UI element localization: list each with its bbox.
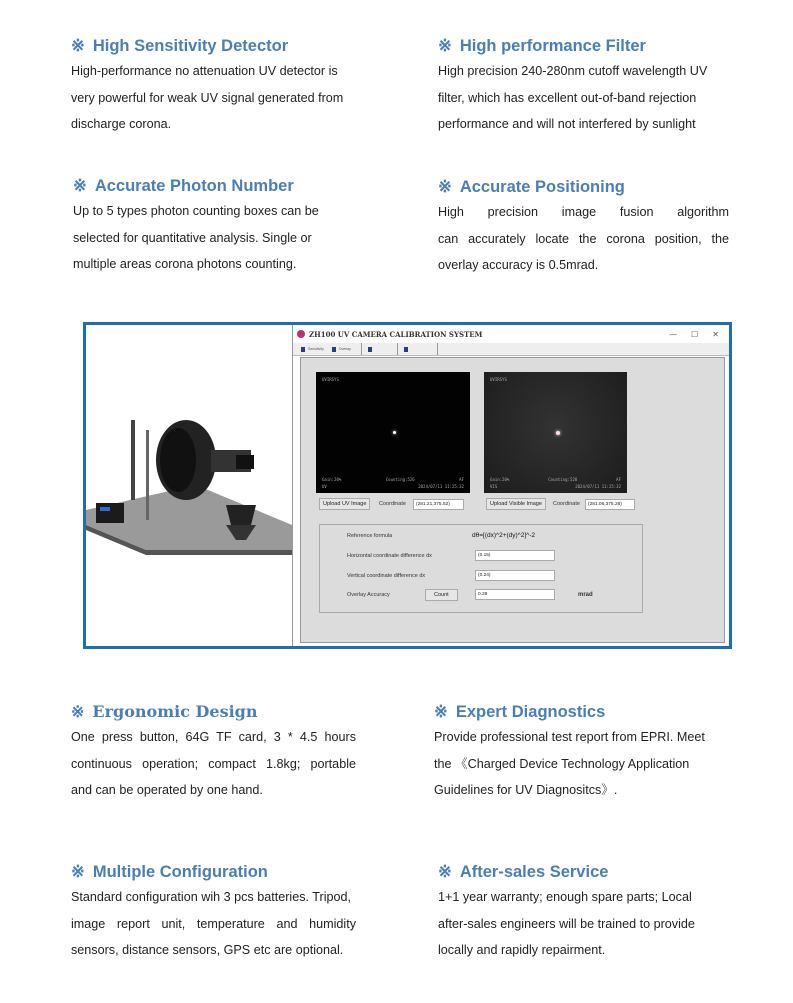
visible-corona-point (556, 431, 560, 435)
section-text: High-performance no attenuation UV detector is (71, 64, 338, 78)
section-title: After-sales Service (459, 863, 609, 881)
overlay-panel (300, 357, 725, 643)
section-high-performance-filter (438, 34, 738, 138)
section-text: continuous operation; compact 1.8kg; portable (71, 756, 356, 771)
upload-visible-image-button[interactable]: Upload Visible Image (486, 498, 546, 510)
section-title: Accurate Positioning (459, 178, 625, 196)
section-text: discharge corona. (71, 117, 172, 131)
uv-coordinate-field[interactable]: (281.21,375.52) (413, 499, 464, 510)
tab-overlay[interactable]: Overlay (332, 343, 362, 355)
section-title: High Sensitivity Detector (92, 37, 289, 55)
reference-mark-icon: ※ (438, 37, 452, 55)
dx-field[interactable]: (0.15) (475, 550, 555, 561)
visible-image-view: UVIRSYS Gain:20% Counting:520 AF VIS 2024/07/11 11:25:32 (484, 372, 627, 493)
section-text: locally and rapidly repairment. (438, 943, 606, 957)
overlay-accuracy-field[interactable]: 0.28 (475, 589, 555, 600)
coordinate-label: Coordinate (553, 501, 580, 507)
section-accurate-photon-number (73, 174, 373, 278)
section-text: Up to 5 types photon counting boxes can be (73, 204, 319, 218)
calibration-system-figure (83, 322, 732, 649)
bookmark-icon (368, 347, 372, 352)
coordinate-label: Coordinate (379, 501, 406, 507)
reference-mark-icon: ※ (438, 178, 452, 196)
section-title: High performance Filter (459, 37, 646, 55)
tab-sensitivity[interactable]: Sensitivity (301, 343, 326, 355)
section-expert-diagnostics (434, 700, 734, 804)
section-title: Ergonomic Design (92, 702, 258, 721)
section-text: High precision image fusion algorithm (438, 205, 729, 219)
section-text: can accurately locate the corona position, the (438, 231, 729, 246)
section-title: Expert Diagnostics (455, 703, 606, 721)
section-text: after-sales engineers will be trained to provide (438, 916, 695, 931)
calibration-app-window (292, 325, 729, 646)
section-text: Provide professional test report from EPRI. Meet (434, 730, 705, 744)
count-button[interactable]: Count (425, 589, 458, 601)
section-high-sensitivity-detector (71, 34, 371, 138)
uv-image-view: UVIRSYS Gain:20% Counting:526 AF UV 2024/07/11 11:25:32 (316, 372, 470, 493)
reference-mark-icon: ※ (438, 863, 452, 881)
tab-4[interactable] (404, 343, 438, 355)
reference-formula: dθ=[(dx)^2+(dy)^2]^-2 (472, 532, 535, 539)
section-text: High precision 240-280nm cutoff wavelength UV (438, 64, 708, 78)
section-text: filter, which has excellent out-of-band rejection (438, 90, 697, 105)
section-title: Multiple Configuration (92, 863, 268, 881)
uv-corona-point (393, 431, 396, 434)
uv-camera-calibration-apparatus-photo (86, 325, 292, 646)
reference-mark-icon: ※ (434, 703, 448, 721)
section-text: selected for quantitative analysis. Single or (73, 230, 312, 245)
reference-mark-icon: ※ (71, 863, 85, 881)
dy-field[interactable]: (0.24) (475, 570, 555, 581)
section-multiple-configuration (71, 860, 356, 964)
app-logo-icon (297, 330, 305, 338)
bookmark-icon (404, 347, 408, 352)
tab-bar (293, 343, 729, 356)
section-title: Accurate Photon Number (94, 177, 294, 195)
section-text: Guidelines for UV Diagnositcs》. (434, 783, 618, 797)
section-after-sales-service (438, 860, 738, 964)
section-text: very powerful for weak UV signal generated from (71, 90, 344, 105)
minimize-button[interactable]: — (669, 329, 678, 339)
section-text: overlay accuracy is 0.5mrad. (438, 258, 599, 272)
section-text: image report unit, temperature and humidity (71, 916, 356, 931)
reference-mark-icon: ※ (71, 702, 85, 721)
window-title: ZH100 UV CAMERA CALIBRATION SYSTEM (309, 329, 483, 339)
section-accurate-positioning (438, 175, 729, 279)
section-text: the 《Charged Device Technology Application (434, 756, 690, 771)
section-text: 1+1 year warranty; enough spare parts; Local (438, 890, 692, 904)
maximize-button[interactable]: ☐ (691, 329, 699, 339)
bookmark-icon (301, 347, 305, 352)
reference-mark-icon: ※ (73, 177, 87, 195)
visible-coordinate-field[interactable]: (281.06,375.28) (585, 499, 635, 510)
bookmark-icon (332, 347, 336, 352)
section-text: and can be operated by one hand. (71, 783, 263, 797)
section-text: sensors, distance sensors, GPS etc are optional. (71, 943, 344, 957)
section-text: multiple areas corona photons counting. (73, 257, 297, 271)
section-text: performance and will not interfered by sunlight (438, 117, 696, 131)
upload-uv-image-button[interactable]: Upload UV Image (319, 498, 370, 510)
accuracy-calculation-group: Reference formula dθ=[(dx)^2+(dy)^2]^-2 Horizontal coordinate difference dx (0.15) Vertical coordinate difference dx (0.24) Overlay Accuracy Count 0.28 mrad (319, 524, 643, 613)
close-button[interactable]: ✕ (712, 329, 719, 339)
section-text: Standard configuration wih 3 pcs batteries. Tripod, (71, 890, 352, 904)
reference-mark-icon: ※ (71, 37, 85, 55)
tab-3[interactable] (368, 343, 398, 355)
section-text: One press button, 64G TF card, 3 * 4.5 hours (71, 730, 356, 744)
section-ergonomic-design (71, 700, 356, 804)
